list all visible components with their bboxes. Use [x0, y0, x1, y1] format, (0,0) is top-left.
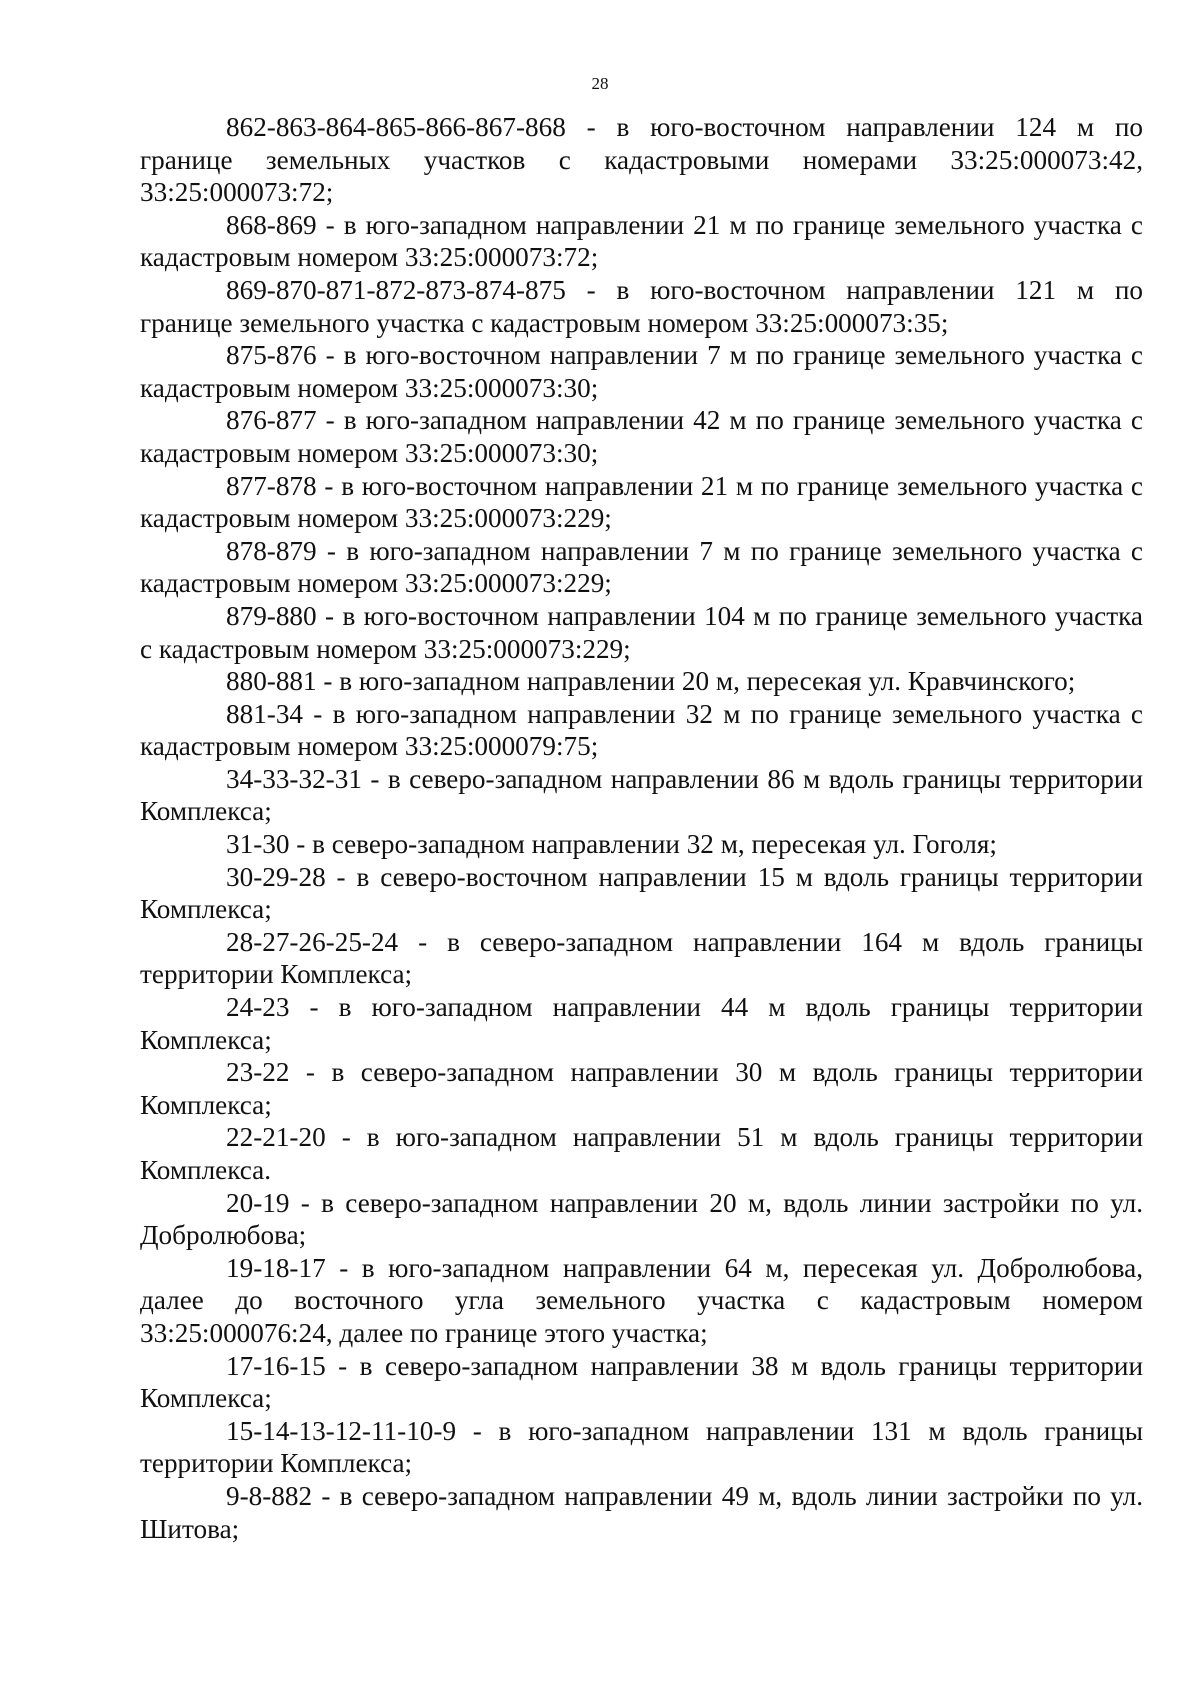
paragraph-877-878: 877-878 - в юго-восточном направлении 21 м по границе земельного участка с кадастровым номером 33:25:000073:229; — [140, 470, 1143, 534]
paragraph-878-879: 878-879 - в юго-западном направлении 7 м по границе земельного участка с кадастровым номером 33:25:000073:229; — [140, 535, 1143, 599]
paragraph-19-17: 19-18-17 - в юго-западном направлении 64 м, пересекая ул. Добролюбова, далее до восточного угла земельного участка с кадастровым номером 33:25:000076:24, далее по границе этого участка; — [140, 1252, 1143, 1348]
paragraph-15-9: 15-14-13-12-11-10-9 - в юго-западном направлении 131 м вдоль границы территории Комплекса; — [140, 1415, 1143, 1479]
paragraph-17-15: 17-16-15 - в северо-западном направлении 38 м вдоль границы территории Комплекса; — [140, 1350, 1143, 1414]
paragraph-876-877: 876-877 - в юго-западном направлении 42 м по границе земельного участка с кадастровым номером 33:25:000073:30; — [140, 405, 1143, 468]
page-number: 28 — [591, 74, 609, 93]
paragraph-880-881: 880-881 - в юго-западном направлении 20 м, пересекая ул. Кравчинского; — [226, 666, 1076, 697]
paragraph-30-28: 30-29-28 - в северо-восточном направлении 15 м вдоль границы территории Комплекса; — [140, 861, 1143, 925]
paragraph-34-31: 34-33-32-31 - в северо-западном направлении 86 м вдоль границы территории Комплекса; — [140, 763, 1143, 827]
paragraph-20-19: 20-19 - в северо-западном направлении 20 м, вдоль линии застройки по ул. Добролюбова; — [140, 1187, 1143, 1251]
paragraph-9-882: 9-8-882 - в северо-западном направлении 49 м, вдоль линии застройки по ул. Шитова; — [140, 1480, 1143, 1544]
paragraph-868-869: 868-869 - в юго-западном направлении 21 м по границе земельного участка с кадастровым номером 33:25:000073:72; — [140, 209, 1143, 273]
paragraph-862-868: 862-863-864-865-866-867-868 - в юго-восточном направлении 124 м по границе земельных участков с кадастровыми номерами 33:25:000073:42, 33:25:000073:72; — [140, 112, 1143, 208]
paragraph-23-22: 23-22 - в северо-западном направлении 30 м вдоль границы территории Комплекса; — [140, 1057, 1143, 1120]
paragraph-875-876: 875-876 - в юго-восточном направлении 7 м по границе земельного участка с кадастровым номером 33:25:000073:30; — [140, 340, 1143, 403]
paragraph-31-30: 31-30 - в северо-западном направлении 32 м, пересекая ул. Гоголя; — [226, 829, 997, 860]
paragraph-879-880: 879-880 - в юго-восточном направлении 104 м по границе земельного участка с кадастровым номером 33:25:000073:229; — [140, 600, 1143, 664]
document-body — [140, 111, 1143, 1545]
paragraph-28-24: 28-27-26-25-24 - в северо-западном направлении 164 м вдоль границы территории Комплекса; — [140, 926, 1143, 990]
paragraph-22-20: 22-21-20 - в юго-западном направлении 51 м вдоль границы территории Комплекса. — [140, 1122, 1143, 1185]
paragraph-869-875: 869-870-871-872-873-874-875 - в юго-восточном направлении 121 м по границе земельного участка с кадастровым номером 33:25:000073:35; — [140, 274, 1143, 338]
paragraph-24-23: 24-23 - в юго-западном направлении 44 м вдоль границы территории Комплекса; — [140, 992, 1143, 1055]
paragraph-881-34: 881-34 - в юго-западном направлении 32 м по границе земельного участка с кадастровым номером 33:25:000079:75; — [140, 698, 1143, 762]
